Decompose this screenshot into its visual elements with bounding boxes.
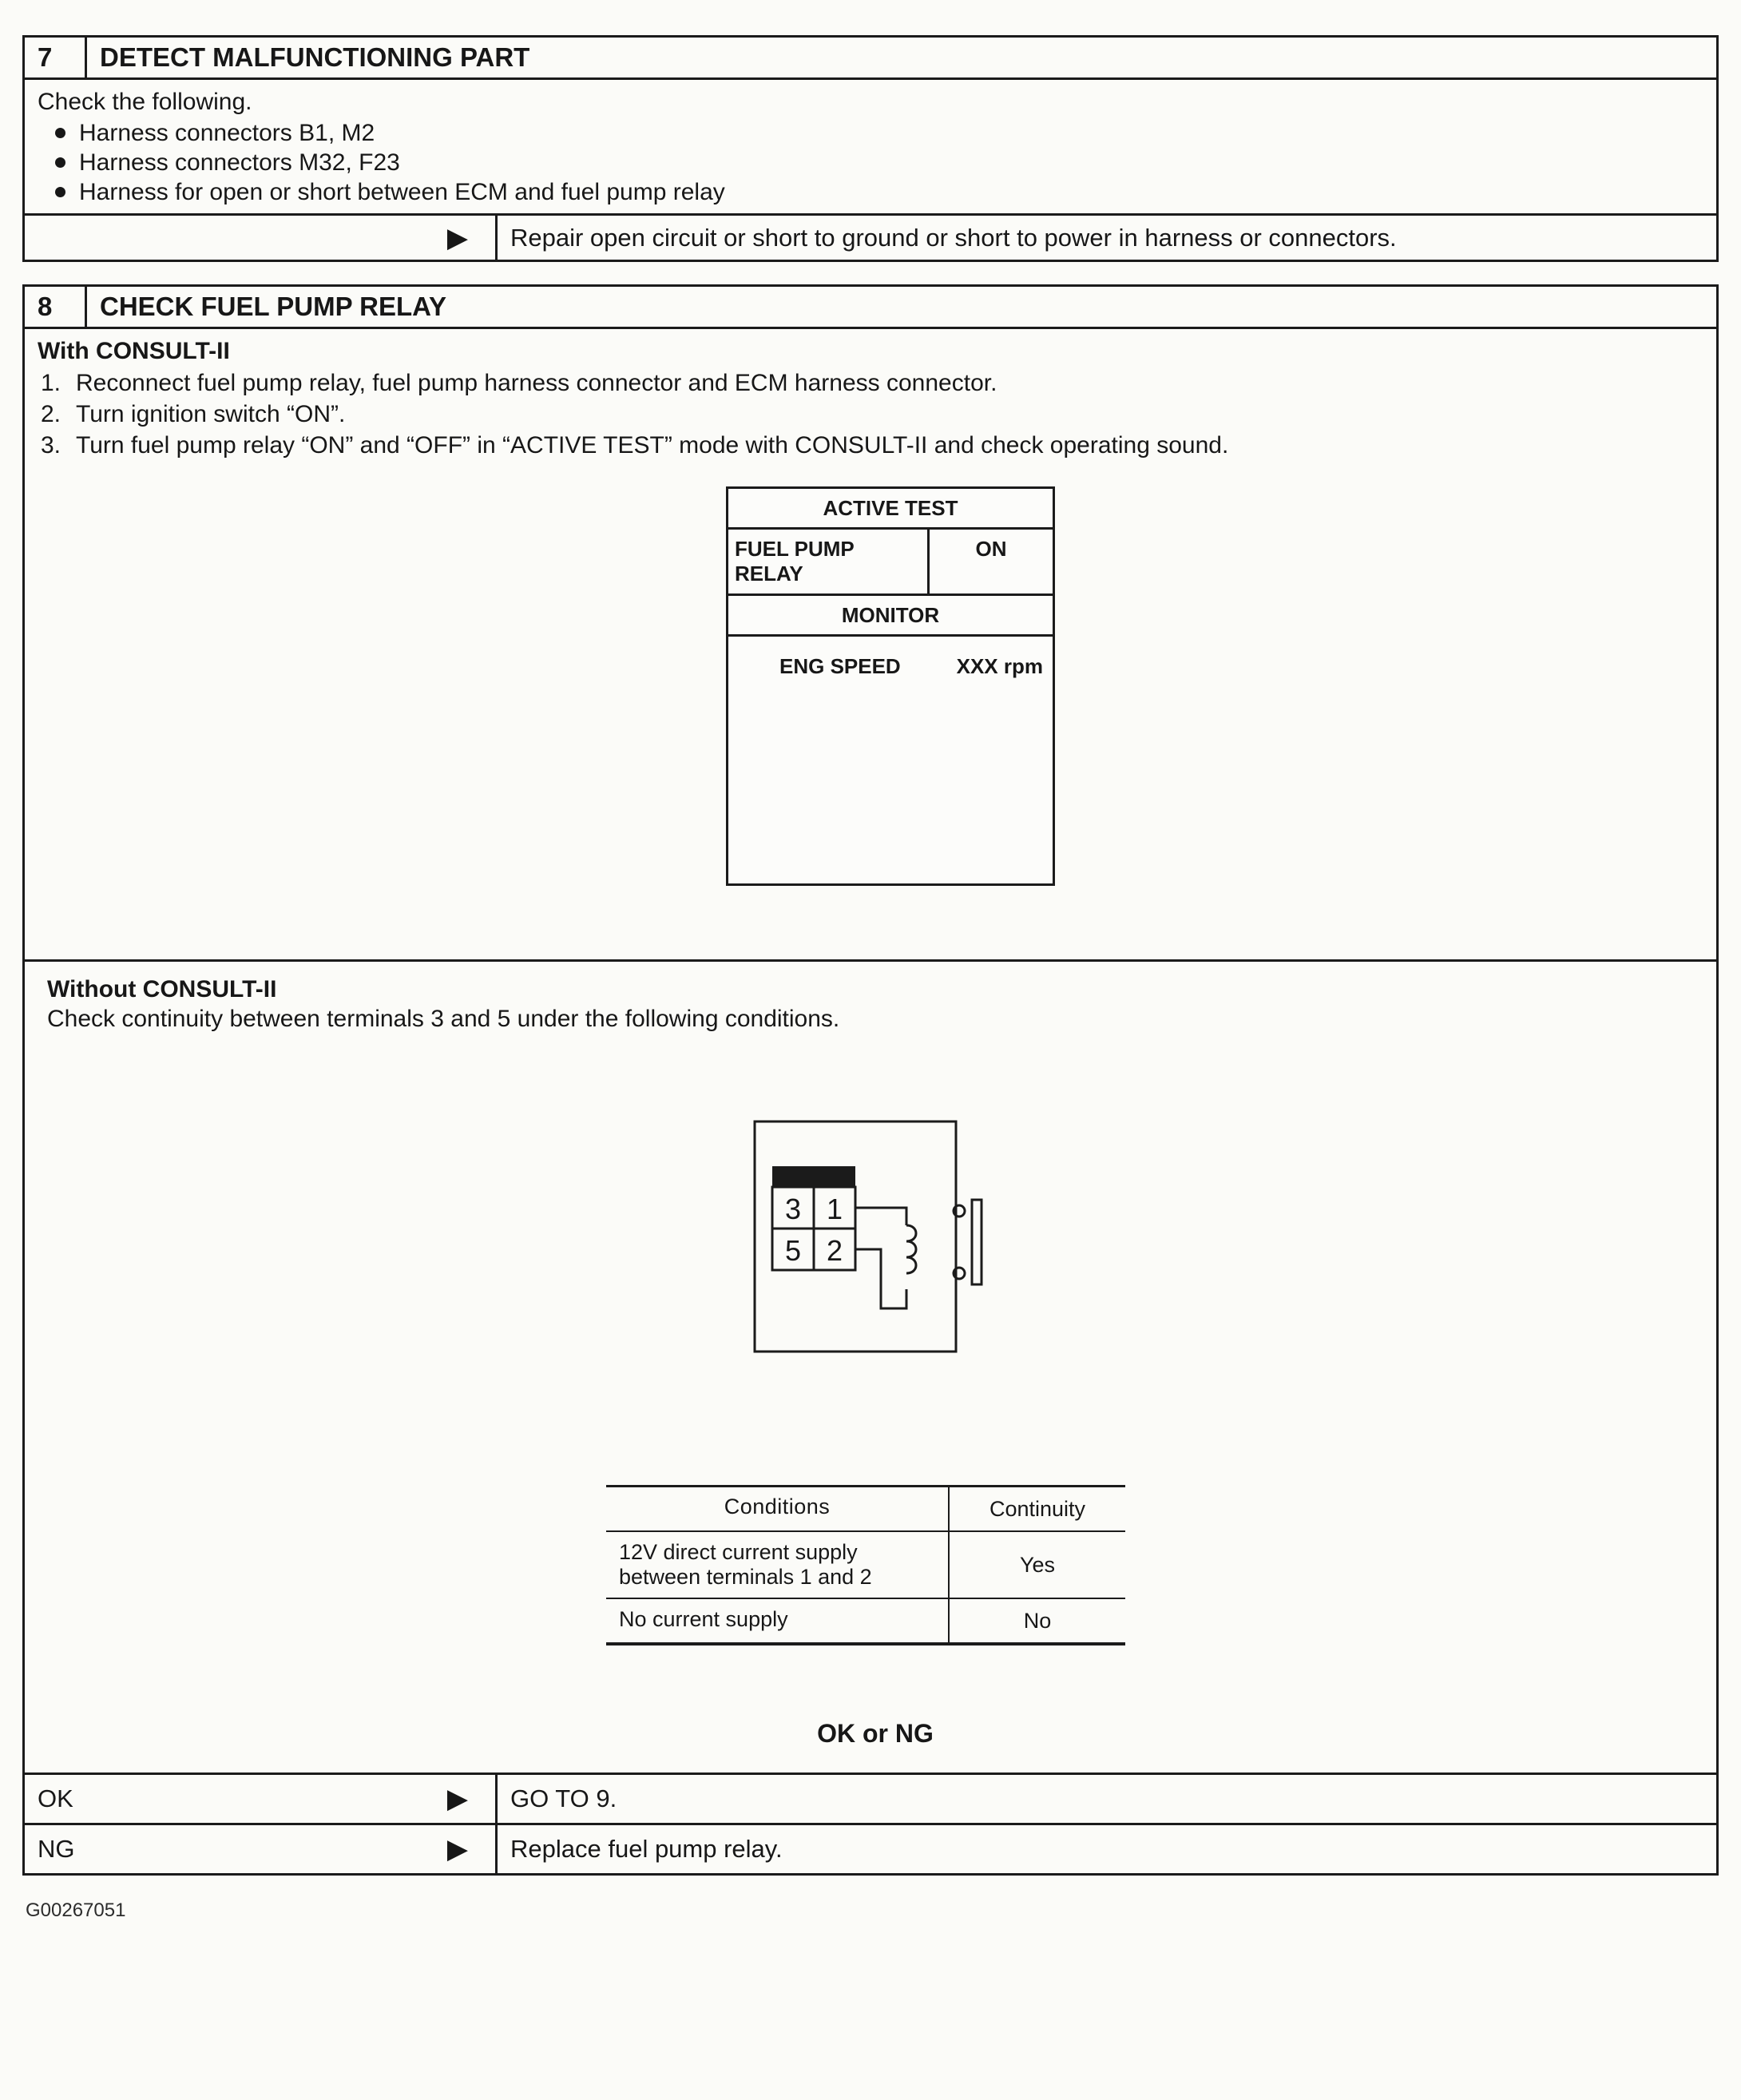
connector-key-bar [772, 1166, 855, 1187]
with-consult-heading: With CONSULT-II [38, 338, 230, 364]
result-lead-cell [25, 1825, 498, 1873]
step-8-box [22, 284, 1719, 1775]
list-item [38, 118, 1703, 148]
step-number: 8 [25, 287, 87, 327]
without-consult-instruction: Check continuity between terminals 3 and 5 under the following conditions. [47, 1006, 840, 1032]
step-title: CHECK FUEL PUMP RELAY [100, 292, 446, 321]
step-title: DETECT MALFUNCTIONING PART [100, 42, 530, 72]
procedure-step [38, 430, 1703, 461]
relay-diagram [750, 1117, 1703, 1364]
step-7-body [25, 80, 1716, 213]
result-label: OK [38, 1784, 73, 1812]
column-header: Conditions [606, 1487, 950, 1530]
figure-id: G00267051 [26, 1900, 126, 1921]
action-text: Repair open circuit or short to ground or short to power in harness or connectors. [510, 223, 1397, 252]
without-consult-heading: Without CONSULT-II [47, 976, 277, 1002]
bullet-icon [55, 157, 65, 168]
step-text: Turn fuel pump relay “ON” and “OFF” in “ACTIVE TEST” mode with CONSULT-II and check operating sound. [76, 432, 1229, 459]
action-arrow-cell [25, 216, 498, 260]
table-header-row [606, 1487, 1125, 1532]
step-7-intro: Check the following. [38, 89, 252, 115]
arrow-right-icon: ▶ [446, 1833, 468, 1865]
table-row [606, 1532, 1125, 1599]
procedure-step [38, 367, 1703, 399]
step-7-header [25, 38, 1716, 80]
consult-monitor-row [728, 637, 1053, 679]
result-lead-cell [25, 1775, 498, 1823]
continuity-cell: Yes [1019, 1553, 1056, 1577]
list-item [38, 177, 1703, 207]
step-text: Turn ignition switch “ON”. [76, 401, 346, 427]
column-header: Continuity [989, 1497, 1086, 1521]
terminal-2-label: 2 [826, 1234, 843, 1267]
step-index: 3. [41, 432, 61, 459]
arrow-right-icon: ▶ [446, 221, 468, 254]
result-row-ok [22, 1772, 1719, 1825]
condition-cell: No current supply [606, 1599, 950, 1642]
check-item-label: Harness connectors M32, F23 [79, 149, 400, 176]
monitor-label: ENG SPEED [779, 653, 901, 678]
check-item-label: Harness connectors B1, M2 [79, 120, 375, 146]
procedure-steps [38, 367, 1703, 461]
relay-coil [906, 1225, 916, 1273]
consult-test-value: ON [975, 537, 1007, 562]
consult-screen-title: ACTIVE TEST [728, 489, 1053, 530]
arrow-right-icon: ▶ [446, 1783, 468, 1815]
step-text: Reconnect fuel pump relay, fuel pump harness connector and ECM harness connector. [76, 370, 997, 396]
check-item-label: Harness for open or short between ECM and fuel pump relay [79, 179, 725, 205]
consult-monitor-title: MONITOR [728, 596, 1053, 637]
terminal-3-label: 3 [784, 1193, 802, 1225]
procedure-step [38, 399, 1703, 430]
relay-schematic-svg [750, 1117, 1021, 1356]
without-consult-section [25, 962, 1716, 1772]
with-consult-section [25, 329, 1716, 886]
step-7-box [22, 35, 1719, 262]
continuity-table [606, 1485, 1125, 1645]
check-item-list [38, 118, 1703, 207]
terminal-1-label: 1 [826, 1193, 843, 1225]
result-label: NG [38, 1835, 75, 1863]
terminal-5-label: 5 [784, 1234, 802, 1267]
result-text: Replace fuel pump relay. [510, 1835, 783, 1863]
condition-cell: 12V direct current supply between terminals 1 and 2 [606, 1532, 950, 1598]
consult-test-label: FUEL PUMP RELAY [728, 530, 930, 593]
monitor-value: XXX rpm [956, 653, 1043, 678]
step-8-header [25, 287, 1716, 329]
section-gap [22, 262, 1719, 284]
step-number: 7 [25, 38, 87, 77]
consult-screen [726, 486, 1055, 886]
verdict-label: OK or NG [817, 1719, 934, 1748]
step-7-action-row [25, 213, 1716, 260]
step-index: 2. [41, 401, 61, 427]
bullet-icon [55, 128, 65, 138]
continuity-cell: No [1023, 1609, 1052, 1633]
contact-bar [972, 1200, 982, 1284]
result-row-ng [22, 1823, 1719, 1876]
result-text: GO TO 9. [510, 1784, 617, 1812]
wire [855, 1208, 906, 1225]
bullet-icon [55, 187, 65, 197]
consult-test-row [728, 530, 1053, 595]
step-index: 1. [41, 370, 61, 396]
wire [855, 1249, 906, 1308]
list-item [38, 148, 1703, 177]
table-row [606, 1599, 1125, 1642]
